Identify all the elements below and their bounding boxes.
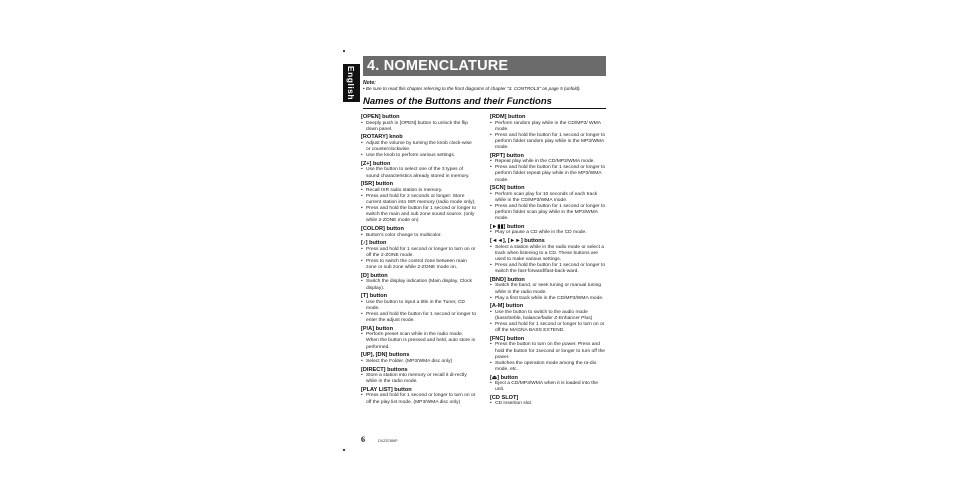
nomenclature-item (361, 293, 477, 324)
item-description (490, 165, 606, 183)
item-description (490, 381, 606, 393)
item-title: [Z+] button (361, 160, 391, 167)
language-tab-label: English (346, 65, 357, 101)
item-description-text: Press and hold the button for 1 second or longer to switch the main and sub zone sound source. (only while 2-ZONE mode on) (366, 206, 477, 224)
item-description-text: Perform preset scan while in the radio mode. When the button is pressed and held, auto store is performed. (366, 332, 476, 350)
item-title: [►▮▮] button (490, 223, 525, 230)
item-description-text: Select the Folder. (MP3/WMA disc only) (366, 358, 453, 364)
item-title: [SCN] button (490, 185, 525, 192)
item-description (490, 322, 606, 334)
item-description-text: Press and hold for 2 seconds or longer: Store current station into ISR memory (radio mode only). (366, 193, 476, 205)
note-text: • Be sure to read this chapter referring to the front diagrams of chapter "3. CONTROLS" on page 5 (unfold). (363, 86, 581, 91)
item-description-text: Perform scan play for 10 seconds of each track while in the CD/MP3/WMA mode. (495, 191, 598, 203)
nomenclature-item (490, 224, 606, 237)
item-title: [ISR] button (361, 181, 393, 188)
item-description (490, 283, 606, 295)
nomenclature-item (361, 326, 477, 351)
item-description (490, 401, 606, 407)
item-description-text: Press and hold the button for 1 second or longer to enter the adjust mode. (366, 311, 477, 324)
nomenclature-item (361, 352, 477, 365)
item-description-text: Press and hold the button for 1 second or longer to perform folder repeat play while in the MP3/WMA mode. (495, 165, 606, 183)
item-description (361, 167, 477, 179)
item-title: [UP], [DN] buttons (361, 352, 410, 359)
item-description-text: Play a first track while in the CD/MP3/WMA mode. (495, 295, 604, 301)
item-description (490, 204, 606, 222)
item-title: [P/A] button (361, 325, 393, 332)
section-title: Names of the Buttons and their Functions (363, 96, 552, 107)
left-column (361, 114, 477, 407)
model-code: DXZ578MP (378, 439, 398, 443)
item-description (490, 192, 606, 204)
item-description-text: Use the button to switch to the audio mode (bass/treble, balance/fader Z-Enhancer Plus) (495, 309, 593, 321)
nomenclature-item (490, 238, 606, 275)
item-description-text: Press and hold the button for 1 second or longer to perform folder random play while in the MP3/WMA mode. (495, 132, 606, 150)
nomenclature-item (361, 114, 477, 133)
item-title: [T] button (361, 293, 388, 300)
nomenclature-item (361, 181, 477, 224)
item-description-text: Press and hold for 1 second or longer to turn on or off the MAGNA BASS EXTEND. (495, 322, 605, 334)
item-title: [ROTARY] knob (361, 134, 403, 141)
nomenclature-item (490, 114, 606, 151)
nomenclature-item (361, 134, 477, 159)
item-description-text: Press and hold the button for 1 second or longer to switch the fast-forward/fast-back-ward. (495, 263, 606, 275)
nomenclature-item (490, 153, 606, 184)
item-description (361, 141, 477, 153)
nomenclature-item (490, 185, 606, 222)
item-description-text: Deeply push in [OPEN] button to unlock the flip down panel. (366, 120, 468, 132)
item-description-text: Select a station while in the radio mode or select a track when listening to a CD. These buttons are used to make various settings. (495, 244, 605, 262)
item-description (490, 133, 606, 151)
item-description (361, 359, 477, 365)
item-description-text: Play or pause a CD while in the CD mode. (495, 230, 587, 236)
item-description-text: Use the knob to perform various settings. (366, 153, 456, 159)
item-description-text: Press and hold for 1 second or longer to turn on or off the play list mode. (MP3/WMA disc only) (366, 393, 476, 405)
item-title: [A-M] button (490, 303, 524, 310)
item-description-text: Use the button to select one of the 3 types of sound characteristics already stored in memory. (366, 167, 470, 179)
nomenclature-item (490, 303, 606, 334)
nomenclature-item (490, 375, 606, 394)
item-title: [BND] button (490, 276, 525, 283)
item-description (490, 263, 606, 275)
nomenclature-item (490, 336, 606, 373)
item-title: [RPT] button (490, 152, 524, 159)
item-description-text: Recall ISR radio station in memory. (366, 187, 443, 193)
item-description (361, 259, 477, 271)
item-title: [◄◄], [►►] buttons (490, 238, 545, 245)
item-description-text: Perform random play while in the CD/MP3/ WMA mode. (495, 120, 601, 132)
item-title: [D] button (361, 272, 388, 279)
item-title: [⏏] button (490, 374, 518, 381)
item-description-text: Button's color change to multicolor. (366, 232, 442, 238)
item-description (490, 361, 606, 373)
chapter-header (363, 56, 606, 76)
page-number: 6 (361, 435, 365, 444)
item-description (361, 121, 477, 133)
nomenclature-item (490, 395, 606, 408)
item-description (361, 312, 477, 324)
item-description (361, 332, 477, 350)
chapter-title: 4. NOMENCLATURE (367, 58, 509, 74)
nomenclature-item (361, 226, 477, 239)
item-description (361, 247, 477, 259)
right-column (490, 114, 606, 409)
crop-mark (343, 50, 345, 52)
nomenclature-item (361, 367, 477, 386)
nomenclature-item (361, 240, 477, 271)
item-description (490, 121, 606, 133)
item-description-text: Press the button to turn on the power. Press and hold the button for 1second or longer to turn off the power. (495, 342, 606, 360)
note-label: Note: (363, 80, 376, 86)
item-description (361, 393, 477, 405)
item-description (490, 342, 606, 360)
item-description (490, 310, 606, 322)
nomenclature-item (361, 273, 477, 292)
item-description-text: Switches the operation mode among the ra-dio mode, etc. (495, 360, 597, 372)
nomenclature-item (361, 387, 477, 406)
item-description (361, 153, 477, 159)
item-title: [CD SLOT] (490, 394, 519, 401)
item-title: [DIRECT] buttons (361, 366, 408, 373)
language-tab (343, 64, 360, 102)
nomenclature-item (490, 277, 606, 302)
item-description (361, 373, 477, 385)
item-description (361, 194, 477, 206)
item-title: [FNC] button (490, 335, 525, 342)
item-description-text: Repeat play while in the CD/MP3/WMA mode. (495, 159, 595, 165)
item-description-text: Eject a CD/MP3/WMA when it is loaded into the unit. (495, 381, 599, 393)
nomenclature-item (361, 161, 477, 180)
item-description-text: CD insertion slot. (495, 401, 533, 407)
item-description (361, 206, 477, 224)
item-description (361, 279, 477, 291)
item-description-text: Press to switch the control zone between main zone or sub zone while 2-ZONE mode on. (366, 259, 467, 271)
item-description-text: Press and hold for 1 second or longer to turn on or off the 2-ZONE mode. (366, 246, 476, 258)
item-description (490, 230, 606, 236)
item-description (361, 300, 477, 312)
item-description (490, 296, 606, 302)
item-description-text: Switch the display indication (Main display, Clock display). (366, 279, 472, 291)
item-title: [OPEN] button (361, 114, 400, 120)
section-divider (363, 108, 606, 109)
item-title: [PLAY LIST] button (361, 386, 412, 393)
item-title: [RDM] button (490, 114, 526, 120)
item-description-text: Use the button to input a title in the Tuner, CD mode. (366, 299, 465, 311)
item-description (490, 245, 606, 263)
item-title: [♪] button (361, 240, 387, 247)
crop-mark (343, 449, 345, 451)
item-description-text: Press and hold the button for 1 second or longer to perform folder scan play while in the MP3/WMA mode. (495, 204, 606, 222)
item-description-text: Adjust the volume by turning the knob clock-wise or counterclockwise. (366, 140, 472, 153)
item-title: [COLOR] button (361, 225, 404, 232)
item-description-text: Store a station into memory or recall it di-rectly while in the radio mode. (366, 373, 467, 385)
item-description (361, 233, 477, 239)
item-description-text: Switch the band, or seek tuning or manual tuning while in the radio mode. (495, 283, 602, 295)
